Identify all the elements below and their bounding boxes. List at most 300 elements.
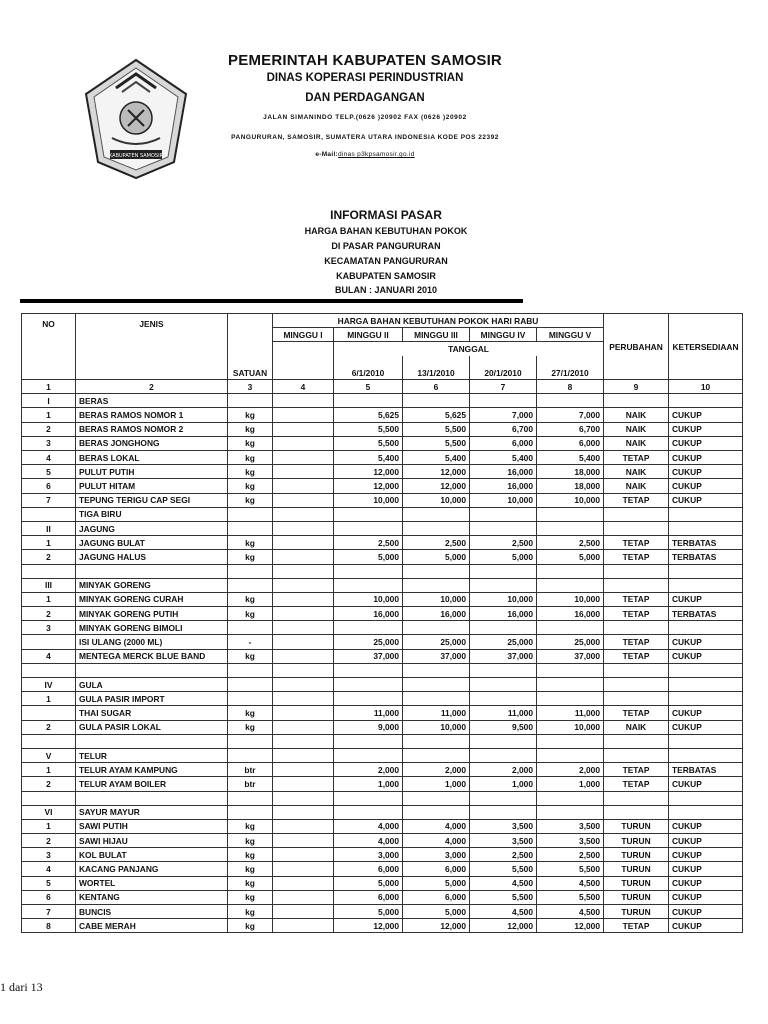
price-week-2 [334, 663, 403, 677]
table-row [22, 479, 743, 493]
row-satuan: btr [228, 763, 273, 777]
row-perubahan: TETAP [604, 592, 669, 606]
price-week-5 [537, 692, 604, 706]
price-week-5 [537, 805, 604, 819]
price-week-2: 12,000 [334, 479, 403, 493]
row-jenis: GULA PASIR LOKAL [76, 720, 228, 734]
row-perubahan [604, 791, 669, 805]
date-cell: 13/1/2010 [403, 356, 470, 380]
price-week-5 [537, 521, 604, 535]
row-satuan: kg [228, 493, 273, 507]
price-week-3: 10,000 [403, 493, 470, 507]
row-no: III [22, 578, 76, 592]
price-week-2: 4,000 [334, 834, 403, 848]
row-ketersediaan: TERBATAS [669, 536, 743, 550]
table-row [22, 905, 743, 919]
price-week-2: 11,000 [334, 706, 403, 720]
table-row [22, 507, 743, 521]
price-week-1 [273, 465, 334, 479]
svg-text:KABUPATEN SAMOSIR: KABUPATEN SAMOSIR [108, 153, 164, 159]
price-week-5: 6,700 [537, 422, 604, 436]
blank-cell [273, 342, 334, 356]
price-week-2: 10,000 [334, 493, 403, 507]
row-perubahan: TURUN [604, 834, 669, 848]
row-perubahan: TETAP [604, 649, 669, 663]
price-week-5: 4,500 [537, 905, 604, 919]
price-week-1 [273, 507, 334, 521]
row-satuan [228, 521, 273, 535]
row-no: IV [22, 678, 76, 692]
table-row [22, 394, 743, 408]
row-perubahan [604, 521, 669, 535]
price-week-1 [273, 919, 334, 933]
row-no: II [22, 521, 76, 535]
row-perubahan [604, 394, 669, 408]
price-week-2 [334, 564, 403, 578]
price-week-2 [334, 734, 403, 748]
row-no [22, 706, 76, 720]
price-week-4 [470, 621, 537, 635]
row-ketersediaan [669, 621, 743, 635]
row-jenis: MENTEGA MERCK BLUE BAND [76, 649, 228, 663]
price-week-1 [273, 692, 334, 706]
col-number: 10 [669, 380, 743, 394]
subtitle-4: KABUPATEN SAMOSIR [336, 271, 436, 281]
row-satuan: kg [228, 905, 273, 919]
price-week-3: 3,000 [403, 848, 470, 862]
row-ketersediaan: TERBATAS [669, 550, 743, 564]
row-perubahan [604, 692, 669, 706]
row-no: 2 [22, 777, 76, 791]
price-week-2 [334, 678, 403, 692]
price-week-3: 11,000 [403, 706, 470, 720]
row-ketersediaan: CUKUP [669, 862, 743, 876]
row-jenis: KACANG PANJANG [76, 862, 228, 876]
row-perubahan: NAIK [604, 720, 669, 734]
week-header: MINGGU IV [470, 328, 537, 342]
row-no: 2 [22, 720, 76, 734]
row-no: 2 [22, 550, 76, 564]
row-jenis: BERAS JONGHONG [76, 436, 228, 450]
row-perubahan: TETAP [604, 550, 669, 564]
row-jenis: SAYUR MAYUR [76, 805, 228, 819]
row-no: 1 [22, 819, 76, 833]
price-week-4: 1,000 [470, 777, 537, 791]
header-agency: DINAS KOPERASI PERINDUSTRIAN [266, 72, 464, 84]
price-week-4 [470, 805, 537, 819]
price-week-2: 1,000 [334, 777, 403, 791]
row-satuan: kg [228, 819, 273, 833]
price-week-4: 3,500 [470, 834, 537, 848]
price-week-5: 37,000 [537, 649, 604, 663]
row-satuan: btr [228, 777, 273, 791]
col-header-jenis: JENIS [76, 314, 228, 380]
row-satuan: kg [228, 592, 273, 606]
col-number: 6 [403, 380, 470, 394]
row-no [22, 635, 76, 649]
table-row [22, 621, 743, 635]
table-row [22, 720, 743, 734]
row-satuan: kg [228, 436, 273, 450]
price-week-1 [273, 763, 334, 777]
price-week-1 [273, 905, 334, 919]
price-week-2: 25,000 [334, 635, 403, 649]
price-week-2: 12,000 [334, 919, 403, 933]
price-week-3: 10,000 [403, 592, 470, 606]
price-week-5 [537, 791, 604, 805]
row-jenis: GULA [76, 678, 228, 692]
price-week-3 [403, 394, 470, 408]
price-week-4: 4,500 [470, 876, 537, 890]
row-satuan: kg [228, 862, 273, 876]
row-perubahan: TURUN [604, 890, 669, 904]
price-week-1 [273, 479, 334, 493]
row-no [22, 734, 76, 748]
price-week-2 [334, 521, 403, 535]
table-row [22, 564, 743, 578]
row-jenis: GULA PASIR IMPORT [76, 692, 228, 706]
row-jenis: TELUR AYAM BOILER [76, 777, 228, 791]
row-ketersediaan [669, 805, 743, 819]
table-row [22, 706, 743, 720]
row-jenis: JAGUNG BULAT [76, 536, 228, 550]
header-government: PEMERINTAH KABUPATEN SAMOSIR [228, 52, 502, 69]
price-week-1 [273, 819, 334, 833]
price-week-4: 16,000 [470, 479, 537, 493]
price-week-1 [273, 635, 334, 649]
row-ketersediaan [669, 578, 743, 592]
price-week-3 [403, 507, 470, 521]
row-jenis: MINYAK GORENG BIMOLI [76, 621, 228, 635]
price-week-3: 6,000 [403, 862, 470, 876]
row-ketersediaan: CUKUP [669, 919, 743, 933]
price-week-3: 1,000 [403, 777, 470, 791]
price-week-3: 10,000 [403, 720, 470, 734]
row-satuan: kg [228, 848, 273, 862]
price-week-1 [273, 678, 334, 692]
row-satuan: kg [228, 479, 273, 493]
row-perubahan: TETAP [604, 763, 669, 777]
price-week-1 [273, 394, 334, 408]
price-week-4 [470, 578, 537, 592]
row-ketersediaan [669, 734, 743, 748]
row-satuan [228, 692, 273, 706]
price-week-3: 5,000 [403, 550, 470, 564]
price-week-5: 18,000 [537, 465, 604, 479]
row-no: 6 [22, 890, 76, 904]
row-jenis: JAGUNG HALUS [76, 550, 228, 564]
price-week-5: 6,000 [537, 436, 604, 450]
row-perubahan [604, 621, 669, 635]
table-row [22, 493, 743, 507]
header-row-1 [22, 314, 743, 328]
price-week-5: 12,000 [537, 919, 604, 933]
table-row [22, 436, 743, 450]
table-row [22, 805, 743, 819]
price-week-3: 12,000 [403, 919, 470, 933]
price-table [21, 313, 743, 933]
col-header-perubahan: PERUBAHAN [604, 314, 669, 380]
row-jenis: MINYAK GORENG [76, 578, 228, 592]
price-week-3: 5,000 [403, 905, 470, 919]
price-week-3 [403, 791, 470, 805]
price-week-2 [334, 507, 403, 521]
date-cell: 20/1/2010 [470, 356, 537, 380]
row-jenis: TEPUNG TERIGU CAP SEGI [76, 493, 228, 507]
price-week-5 [537, 578, 604, 592]
row-satuan [228, 621, 273, 635]
table-row [22, 635, 743, 649]
row-ketersediaan [669, 507, 743, 521]
price-week-5: 3,500 [537, 819, 604, 833]
price-week-4 [470, 394, 537, 408]
price-week-2: 2,500 [334, 536, 403, 550]
row-no: 3 [22, 621, 76, 635]
row-ketersediaan: CUKUP [669, 905, 743, 919]
row-perubahan: TETAP [604, 777, 669, 791]
price-week-1 [273, 493, 334, 507]
row-ketersediaan [669, 394, 743, 408]
row-ketersediaan [669, 663, 743, 677]
row-jenis: WORTEL [76, 876, 228, 890]
price-week-1 [273, 451, 334, 465]
header-email [200, 151, 530, 158]
row-jenis [76, 734, 228, 748]
table-row [22, 678, 743, 692]
price-week-3 [403, 678, 470, 692]
row-ketersediaan: CUKUP [669, 493, 743, 507]
header-agency-2: DAN PERDAGANGAN [305, 92, 425, 104]
row-perubahan: TETAP [604, 451, 669, 465]
price-week-3 [403, 521, 470, 535]
row-no: 4 [22, 862, 76, 876]
price-week-3 [403, 748, 470, 762]
price-week-2: 5,000 [334, 550, 403, 564]
samosir-crest-logo [82, 58, 190, 180]
price-week-5 [537, 678, 604, 692]
row-jenis: PULUT PUTIH [76, 465, 228, 479]
row-ketersediaan: CUKUP [669, 848, 743, 862]
price-week-2: 5,500 [334, 422, 403, 436]
price-week-3: 5,500 [403, 422, 470, 436]
date-cell [273, 356, 334, 380]
row-perubahan: NAIK [604, 436, 669, 450]
row-ketersediaan: CUKUP [669, 777, 743, 791]
price-week-2: 3,000 [334, 848, 403, 862]
table-row [22, 777, 743, 791]
row-satuan: kg [228, 408, 273, 422]
price-week-1 [273, 663, 334, 677]
price-week-1 [273, 890, 334, 904]
price-week-4: 16,000 [470, 465, 537, 479]
row-satuan: kg [228, 649, 273, 663]
row-satuan [228, 805, 273, 819]
row-jenis: ISI ULANG (2000 ML) [76, 635, 228, 649]
row-jenis: BERAS RAMOS NOMOR 2 [76, 422, 228, 436]
price-week-3: 4,000 [403, 819, 470, 833]
row-no: VI [22, 805, 76, 819]
row-jenis: SAWI PUTIH [76, 819, 228, 833]
price-week-2 [334, 394, 403, 408]
row-jenis [76, 564, 228, 578]
row-no: 7 [22, 905, 76, 919]
email-link[interactable]: dinas p3kpsamosir.go.id [338, 151, 415, 158]
price-week-2: 12,000 [334, 465, 403, 479]
table-row [22, 663, 743, 677]
price-week-1 [273, 876, 334, 890]
week-header: MINGGU III [403, 328, 470, 342]
price-week-2 [334, 805, 403, 819]
price-week-5: 5,500 [537, 862, 604, 876]
price-week-2: 5,000 [334, 905, 403, 919]
price-week-5: 16,000 [537, 607, 604, 621]
row-satuan: kg [228, 890, 273, 904]
row-satuan: kg [228, 720, 273, 734]
price-week-3: 2,000 [403, 763, 470, 777]
price-week-2 [334, 578, 403, 592]
price-week-4: 5,500 [470, 862, 537, 876]
price-week-5 [537, 507, 604, 521]
price-week-2: 6,000 [334, 862, 403, 876]
row-no: 1 [22, 408, 76, 422]
price-week-1 [273, 862, 334, 876]
row-no [22, 663, 76, 677]
row-ketersediaan: CUKUP [669, 876, 743, 890]
col-header-satuan: SATUAN [228, 314, 273, 380]
row-no: 2 [22, 834, 76, 848]
row-ketersediaan: CUKUP [669, 422, 743, 436]
price-week-4: 12,000 [470, 919, 537, 933]
price-week-4: 2,500 [470, 848, 537, 862]
price-week-5 [537, 394, 604, 408]
row-ketersediaan [669, 678, 743, 692]
table-row [22, 550, 743, 564]
price-week-5: 10,000 [537, 493, 604, 507]
table-row [22, 848, 743, 862]
row-ketersediaan: CUKUP [669, 819, 743, 833]
row-no: 6 [22, 479, 76, 493]
table-row [22, 521, 743, 535]
price-week-5: 2,500 [537, 848, 604, 862]
row-ketersediaan: CUKUP [669, 635, 743, 649]
price-week-1 [273, 422, 334, 436]
row-perubahan: TETAP [604, 635, 669, 649]
row-ketersediaan [669, 564, 743, 578]
row-no: 5 [22, 465, 76, 479]
col-number: 7 [470, 380, 537, 394]
row-no: 4 [22, 451, 76, 465]
price-week-5: 1,000 [537, 777, 604, 791]
price-week-3 [403, 564, 470, 578]
page-counter: 1 dari 13 [0, 980, 43, 994]
row-no: 4 [22, 649, 76, 663]
price-week-2: 10,000 [334, 592, 403, 606]
row-ketersediaan: CUKUP [669, 649, 743, 663]
row-no: 2 [22, 607, 76, 621]
table-row [22, 919, 743, 933]
row-satuan [228, 678, 273, 692]
table-row [22, 408, 743, 422]
price-week-1 [273, 720, 334, 734]
price-week-1 [273, 777, 334, 791]
price-week-1 [273, 578, 334, 592]
column-number-row [22, 380, 743, 394]
row-jenis: JAGUNG [76, 521, 228, 535]
price-week-5: 25,000 [537, 635, 604, 649]
row-ketersediaan: CUKUP [669, 720, 743, 734]
price-week-4: 16,000 [470, 607, 537, 621]
price-week-5: 5,400 [537, 451, 604, 465]
row-jenis: KENTANG [76, 890, 228, 904]
row-ketersediaan: CUKUP [669, 465, 743, 479]
row-perubahan [604, 663, 669, 677]
row-perubahan [604, 564, 669, 578]
price-week-4: 10,000 [470, 493, 537, 507]
price-week-5: 10,000 [537, 720, 604, 734]
table-row [22, 422, 743, 436]
row-satuan [228, 734, 273, 748]
price-week-4: 6,700 [470, 422, 537, 436]
price-week-1 [273, 748, 334, 762]
price-week-2: 6,000 [334, 890, 403, 904]
row-ketersediaan [669, 748, 743, 762]
price-week-1 [273, 564, 334, 578]
row-no: 1 [22, 592, 76, 606]
row-no: 8 [22, 919, 76, 933]
row-satuan: kg [228, 876, 273, 890]
col-number: 8 [537, 380, 604, 394]
price-week-1 [273, 408, 334, 422]
col-number: 3 [228, 380, 273, 394]
price-week-5 [537, 734, 604, 748]
row-satuan [228, 791, 273, 805]
row-perubahan: TETAP [604, 493, 669, 507]
price-week-2: 37,000 [334, 649, 403, 663]
price-week-1 [273, 805, 334, 819]
row-perubahan: TURUN [604, 905, 669, 919]
week-header: MINGGU I [273, 328, 334, 342]
price-week-4 [470, 748, 537, 762]
row-no: 1 [22, 763, 76, 777]
row-satuan [228, 564, 273, 578]
row-jenis: PULUT HITAM [76, 479, 228, 493]
row-jenis: THAI SUGAR [76, 706, 228, 720]
price-week-4: 2,500 [470, 536, 537, 550]
price-week-2 [334, 621, 403, 635]
price-week-3: 12,000 [403, 479, 470, 493]
row-perubahan: TURUN [604, 819, 669, 833]
row-satuan [228, 663, 273, 677]
row-no: V [22, 748, 76, 762]
row-satuan: kg [228, 536, 273, 550]
price-week-5 [537, 564, 604, 578]
table-row [22, 862, 743, 876]
price-week-5: 11,000 [537, 706, 604, 720]
row-satuan: kg [228, 706, 273, 720]
price-week-2: 4,000 [334, 819, 403, 833]
row-perubahan: NAIK [604, 422, 669, 436]
row-no: I [22, 394, 76, 408]
row-ketersediaan: CUKUP [669, 890, 743, 904]
price-week-5: 7,000 [537, 408, 604, 422]
col-number: 2 [76, 380, 228, 394]
price-week-5 [537, 621, 604, 635]
subtitle-2: DI PASAR PANGURURAN [331, 241, 441, 251]
price-week-2: 5,500 [334, 436, 403, 450]
row-satuan: kg [228, 465, 273, 479]
price-week-4 [470, 791, 537, 805]
price-week-3: 25,000 [403, 635, 470, 649]
